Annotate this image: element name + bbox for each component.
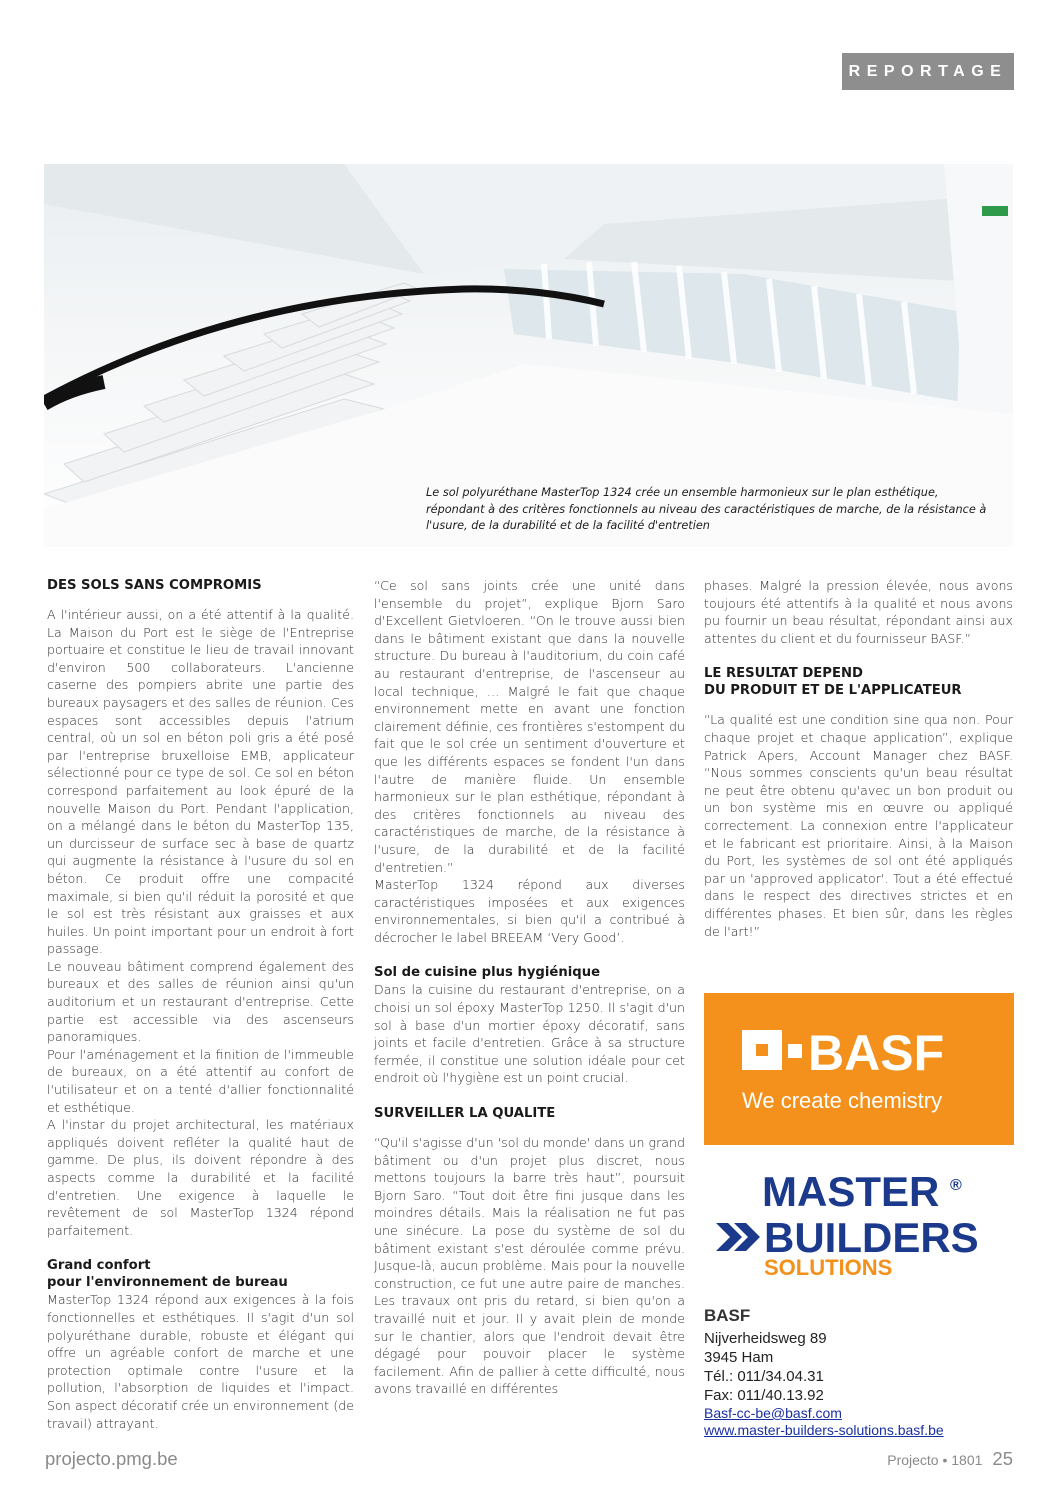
basf-wordmark: BASF [808, 1025, 945, 1081]
logo-line-master: MASTER [762, 1168, 940, 1215]
article-paragraph: “Ce sol sans joints crée une unité dans l'ensemble du projet”, explique Bjorn Saro d'Excellent Gietvloeren. “On le trouve aussi bien dans le bâtiment existant que dans la nouvelle structure. Du bureau à l'auditorium, du coin café au restaurant d'entreprise, de l'ascenseur au local technique, … Malgré le fait que chaque environnement mette en avant une fonction clairement définie, ces frontières s'estompent du fait que le sol crée un sentiment d'ouverture et que les différents espaces se fondent l'un dans l'autre de manière fluide. Un ensemble harmonieux sur le plan esthétique, répondant à des critères fonctionnels au niveau des caractéristiques de marche, de la résistance à l'usure, de la durabilité et de la facilité d'entretien.” [374, 578, 685, 875]
basf-tagline: We create chemistry [742, 1088, 943, 1113]
contact-street: Nijverheidsweg 89 [704, 1330, 827, 1347]
basf-logo [704, 993, 1014, 1145]
section-heading: DES SOLS SANS COMPROMIS [47, 578, 262, 593]
article-paragraph: “La qualité est une condition sine qua non. Pour chaque projet et chaque application”, explique Patrick Apers, Account Manager chez BASF. “Nous sommes conscients qu'un beau résultat ne peut être obtenu qu'avec un bon produit ou un bon système mis en œuvre ou appliqué correctement. La connexion entre l'applicateur et le fabricant est prioritaire. Ainsi, à la Maison du Port, les systèmes de sol ont été appliqués par un 'approved applicator'. Tout a été effectué dans le respect des directives strictes et en différentes phases. Et bien sûr, dans les règles de l'art!” [704, 712, 1013, 939]
section-heading: SURVEILLER LA QUALITE [374, 1106, 556, 1122]
hero-photo [44, 164, 1013, 547]
article-paragraph: A l'instar du projet architectural, les matériaux appliqués doivent refléter la qualité haut de gamme. De plus, ils doivent répondre à des aspects comme la durabilité et la facilité d'entretien. Une exigence à laquelle le revêtement de sol MasterTop 1324 répond parfaitement. [47, 1117, 354, 1238]
section-heading [704, 665, 1013, 699]
contact-email-link[interactable]: Basf-cc-be@basf.com [704, 1405, 842, 1421]
heading-line: Grand confort [47, 1258, 151, 1274]
master-builders-logo [712, 1168, 1012, 1288]
article-paragraph: MasterTop 1324 répond aux diverses caractéristiques imposées et aux exigences environnementales, si bien qu'il a contribué à décrocher le label BREEAM ‘Very Good’. [374, 877, 685, 945]
article-paragraph: Le nouveau bâtiment comprend également des bureaux et des salles de réunion ainsi qu'un auditorium et un restaurant d'entreprise. Cette partie est accessible via des ascenseurs panoramiques. [47, 958, 354, 1045]
footer-site-url[interactable]: projecto.pmg.be [45, 1448, 178, 1469]
article-paragraph: “Qu'il s'agisse d'un 'sol du monde' dans un grand bâtiment ou d'un projet plus discret, nous mettons toujours la barre très haut”, poursuit Bjorn Saro. “Tout doit être fini jusque dans les moindres détails. Mais la réalisation ne fut pas une sinécure. La pose du système de sol du bâtiment existant s'est déroulée comme prévu. Jusque-là, aucun problème. Mais pour la nouvelle construction, ce fut une autre paire de manches. Les travaux ont pris du retard, si bien qu'on a travaillé nuit et jour. Il y avait plein de monde sur le chantier, alors que l'endroit devait être dégagé pour pouvoir placer le système facilement. Afin de pallier à cette difficulté, nous avons travaillé en différentes [374, 1135, 685, 1397]
chevron-icon [716, 1223, 742, 1251]
contact-company: BASF [704, 1306, 751, 1325]
heading-line: LE RESULTAT DEPEND [704, 666, 863, 682]
section-badge: REPORTAGE [842, 53, 1014, 90]
logo-line-solutions: SOLUTIONS [764, 1255, 893, 1280]
article-paragraph: Pour l'aménagement et la finition de l'immeuble de bureaux, on a été attentif au confort de l'utilisateur et on a tenté d'allier fonctionnalité et esthétique. [47, 1046, 354, 1115]
footer-page-info [887, 1448, 1013, 1470]
logo-line-builders: BUILDERS [764, 1214, 979, 1261]
basf-logo-graphic [704, 993, 1014, 1145]
photo-caption: Le sol polyuréthane MasterTop 1324 crée un ensemble harmonieux sur le plan esthétique, répondant à des critères fonctionnels au niveau des caractéristiques de marche, de la résistance à l'usure, de la durabilité et de la facilité d'entretien [426, 486, 987, 532]
heading-line: DU PRODUIT ET DE L'APPLICATEUR [704, 683, 962, 699]
contact-phone: Tél.: 011/34.04.31 [704, 1368, 824, 1385]
article-paragraph: MasterTop 1324 répond aux exigences à la fois fonctionnelles et esthétiques. Il s'agit d'un sol polyuréthane durable, robuste et élégant qui offre un agréable confort de marche et une protection optimale contre l'usure et la pollution, l'absorption de liquides et l'impact. Son aspect décoratif crée un environnement (de travail) attrayant. [47, 1292, 354, 1431]
footer-magazine-issue: Projecto • 1801 [887, 1452, 983, 1468]
article-column-2 [374, 577, 685, 1398]
contact-website-link[interactable]: www.master-builders-solutions.basf.be [704, 1422, 944, 1438]
article-paragraph: Dans la cuisine du restaurant d'entreprise, on a choisi un sol époxy MasterTop 1250. Il s'agit d'un sol à base d'un mortier époxy décoratif, sans joints et facile d'entretien. Grâce à sa structure fermée, il constitue une solution idéale pour cet endroit où l'hygiène est un point crucial. [374, 982, 685, 1086]
contact-city: 3945 Ham [704, 1349, 774, 1366]
article-paragraph: phases. Malgré la pression élevée, nous avons toujours été attentifs à la qualité et nous avons pu fournir un beau résultat, répondant ainsi aux attentes du client et du fournisseur BASF.” [704, 578, 1013, 646]
page-number: 25 [992, 1448, 1013, 1469]
master-builders-logo-graphic [712, 1168, 1012, 1288]
heading-line: pour l'environnement de bureau [47, 1275, 288, 1291]
registered-mark: ® [950, 1177, 962, 1194]
contact-block [704, 1306, 1014, 1439]
article-column-3 [704, 577, 1013, 940]
contact-fax: Fax: 011/40.13.92 [704, 1387, 824, 1404]
subsection-heading: Sol de cuisine plus hygiénique [374, 965, 601, 981]
article-paragraph: A l'intérieur aussi, on a été attentif à la qualité. La Maison du Port est le siège de l'Entreprise portuaire et constitue le lieu de travail innovant d'environ 500 collaborateurs. L'ancienne caserne des pompiers abrite une partie des bureaux paysagers et des salles de réunion. Ces espaces sont accessibles depuis l'atrium central, où un sol en béton poli gris a été posé par l'entreprise bruxelloise EMB, applicateur sélectionné pour ce type de sol. Ce sol en béton correspond parfaitement au look épuré de la nouvelle Maison du Port. Pendant l'application, on a mélangé dans le béton du MasterTop 135, un durcisseur de surface sec à base de quartz qui augmente la résistance à l'usure du sol en béton. Ce produit offre une compacité maximale, si bien qu'il réduit la porosité et que le sol est très résistant aux graisses et aux huiles. Un point important pour un endroit à fort passage. [47, 607, 354, 957]
article-column-1 [47, 577, 354, 1432]
subsection-heading [47, 1257, 354, 1291]
